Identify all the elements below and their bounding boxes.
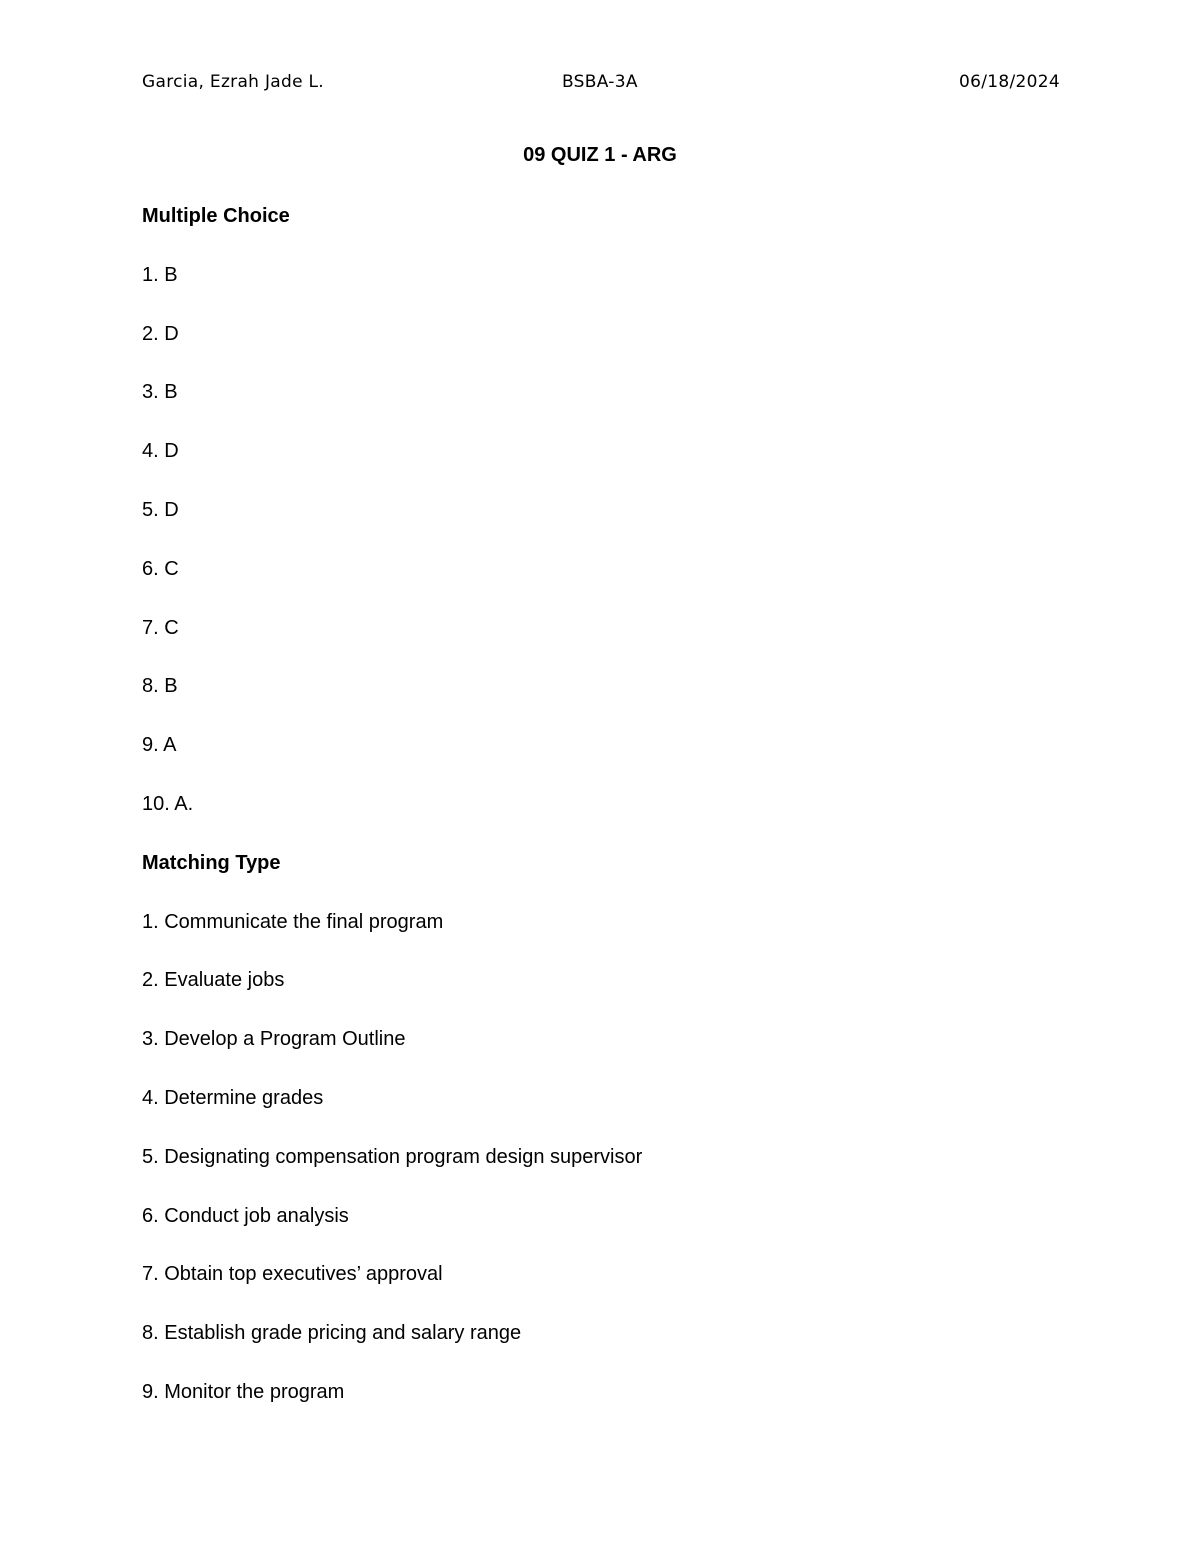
mc-answer: 5. D	[142, 498, 179, 521]
submission-date: 06/18/2024	[959, 72, 1060, 92]
student-name: Garcia, Ezrah Jade L.	[142, 72, 325, 92]
mc-answer: 1. B	[142, 263, 178, 286]
matching-answer: 2. Evaluate jobs	[142, 969, 285, 992]
mc-answer: 8. B	[142, 675, 178, 698]
answer-sheet	[142, 202, 1042, 1437]
mc-answer: 6. C	[142, 557, 179, 580]
mc-answer: 7. C	[142, 616, 179, 639]
mc-answer: 2. D	[142, 322, 179, 345]
mc-answer: 3. B	[142, 381, 178, 404]
matching-answer: 1. Communicate the final program	[142, 910, 444, 933]
matching-answer: 8. Establish grade pricing and salary range	[142, 1322, 522, 1345]
matching-answer: 4. Determine grades	[142, 1086, 324, 1109]
matching-answer: 7. Obtain top executives’ approval	[142, 1263, 443, 1286]
class-section: BSBA-3A	[562, 72, 638, 92]
matching-answer: 5. Designating compensation program design supervisor	[142, 1145, 643, 1168]
mc-answer: 9. A	[142, 734, 177, 757]
matching-type-heading: Matching Type	[142, 851, 281, 874]
page-header	[142, 72, 1060, 98]
quiz-title: 09 QUIZ 1 - ARG	[523, 144, 677, 166]
mc-answer: 4. D	[142, 440, 179, 463]
matching-answer: 6. Conduct job analysis	[142, 1204, 349, 1227]
mc-answer: 10. A.	[142, 792, 194, 815]
matching-answer: 3. Develop a Program Outline	[142, 1028, 406, 1051]
multiple-choice-heading: Multiple Choice	[142, 205, 290, 227]
matching-answer: 9. Monitor the program	[142, 1380, 345, 1403]
